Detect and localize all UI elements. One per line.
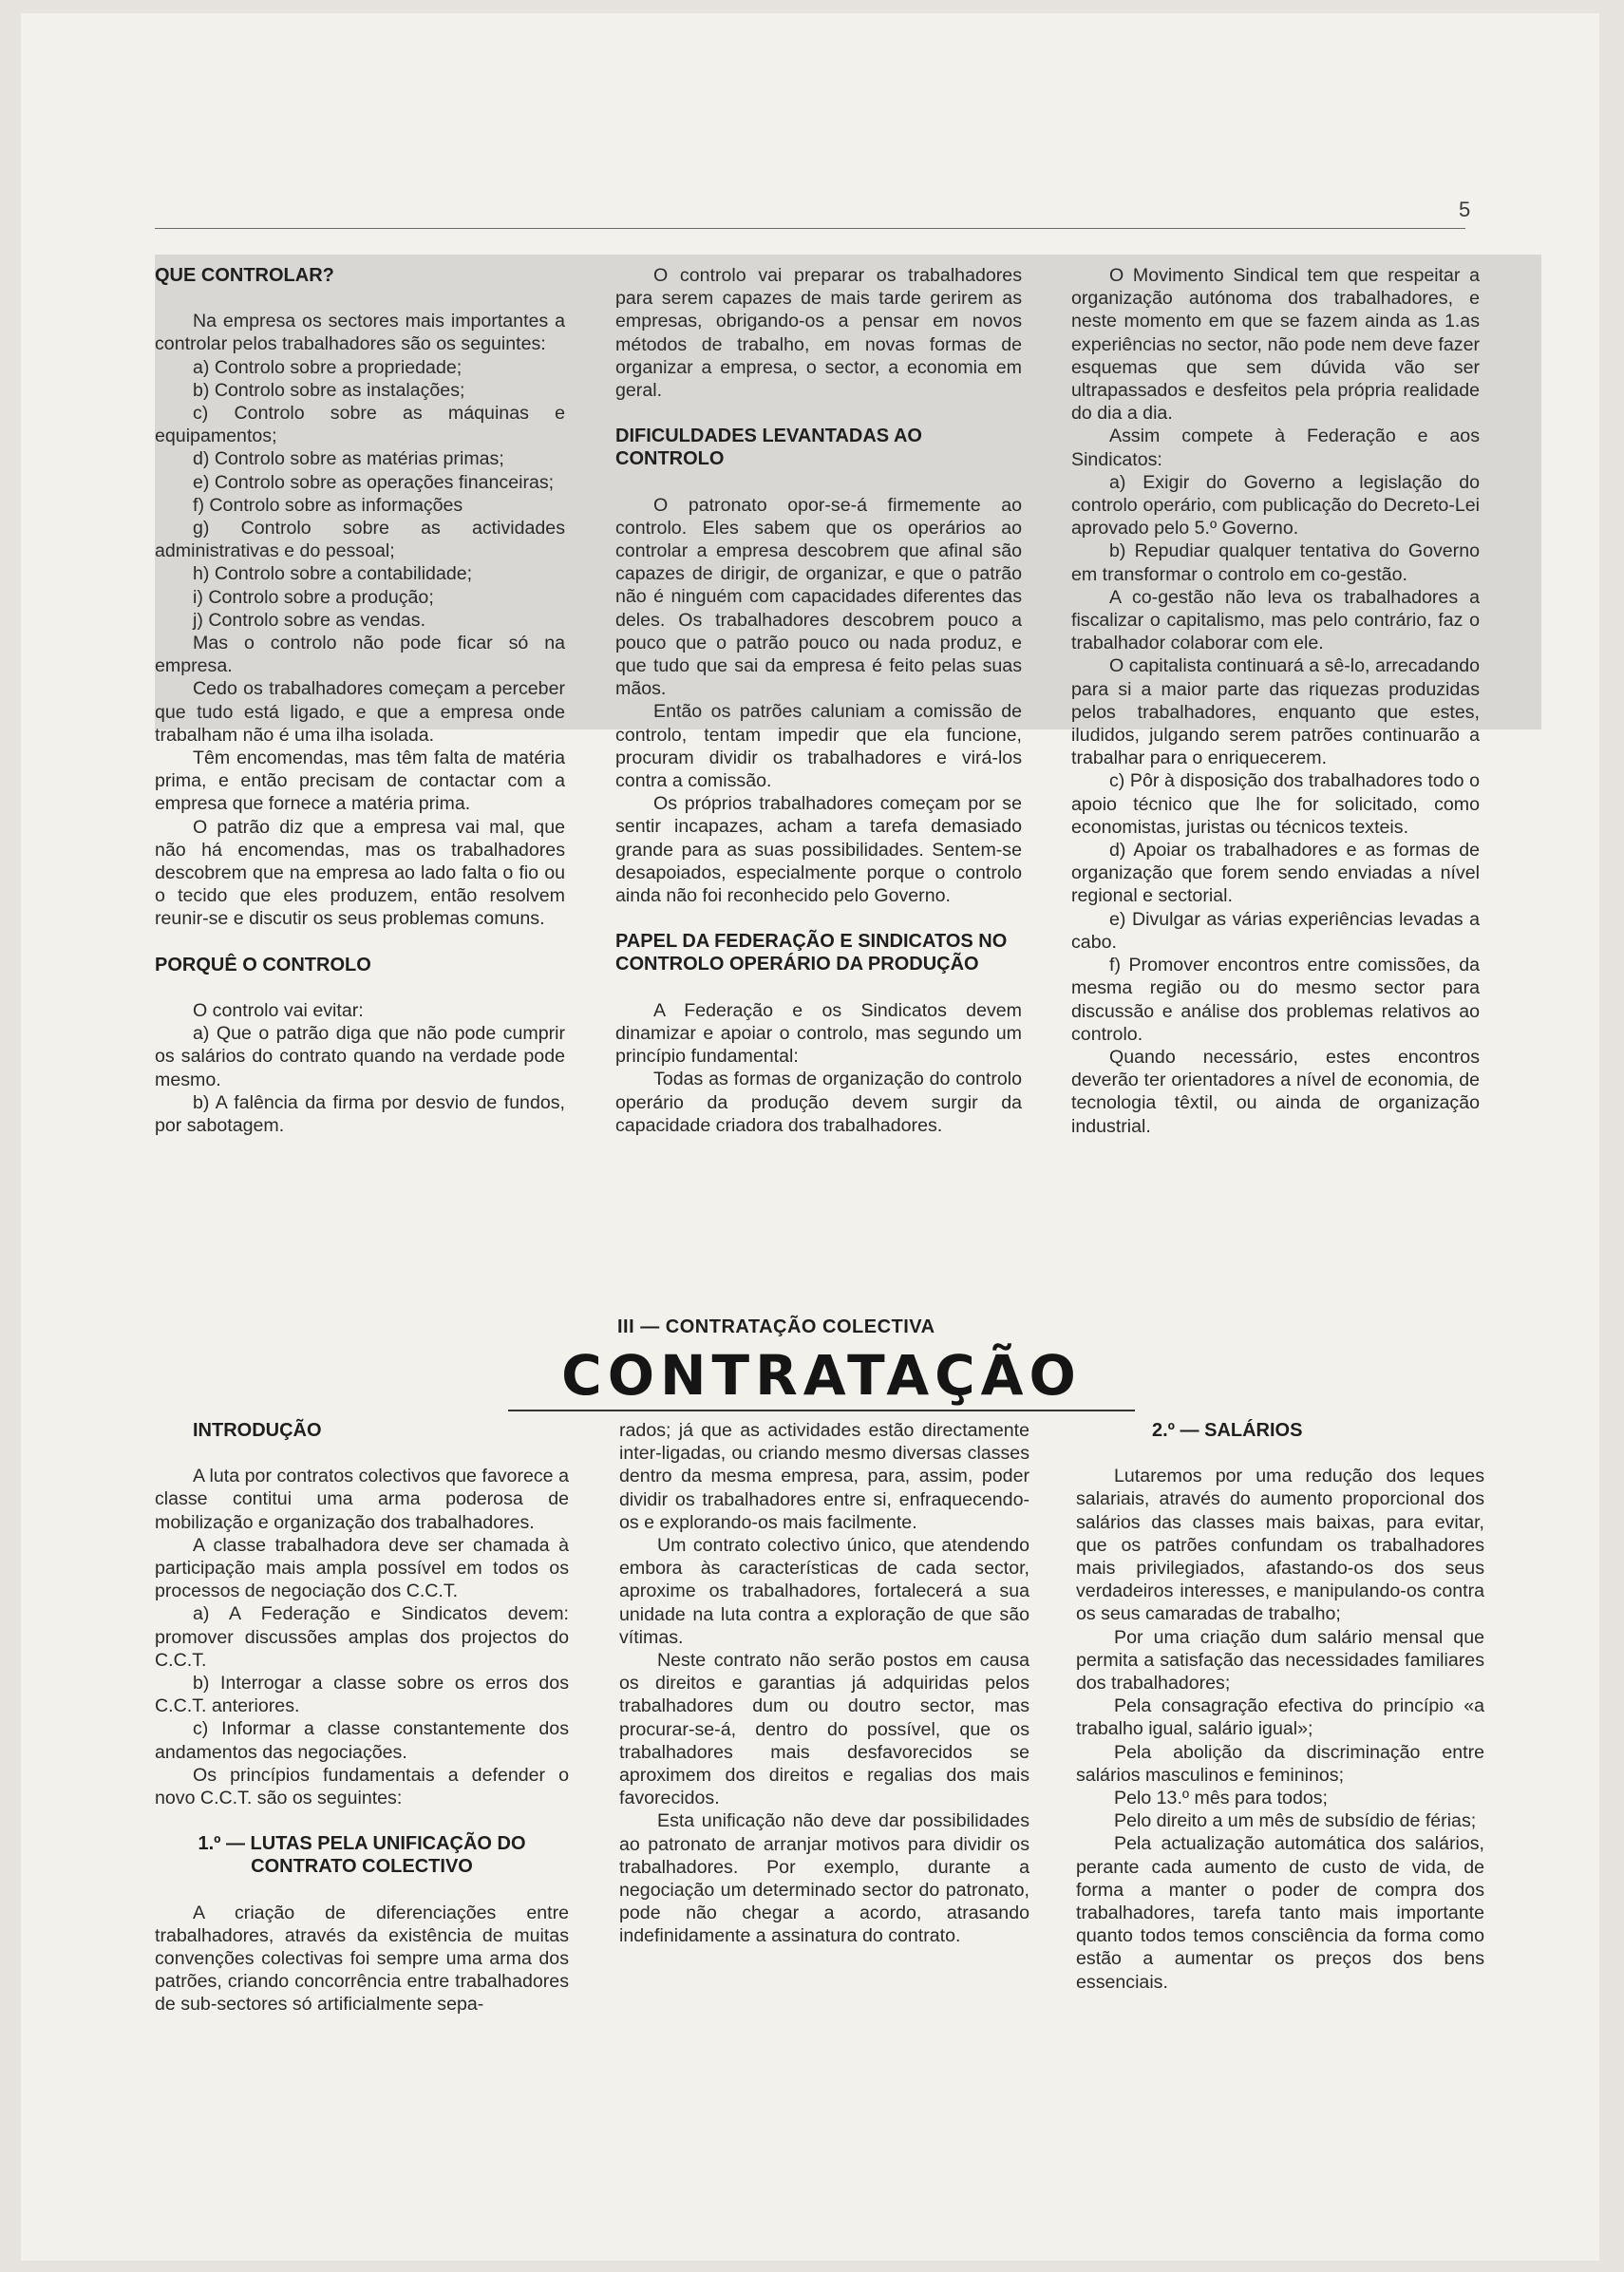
paragraph: Os princípios fundamentais a defender o novo C.C.T. são os seguintes:	[155, 1764, 569, 1809]
list-item: e) Controlo sobre as operações financeiras;	[193, 471, 555, 493]
column-left-top	[155, 264, 565, 1137]
paragraph: A co-gestão não leva os trabalhadores a fiscalizar o capitalismo, mas pelo contrário, faz o trabalhador colaborar com ele.	[1071, 586, 1480, 654]
list-item: a) Que o patrão diga que não pode cumprir os salários do contrato quando na verdade pode mesmo.	[155, 1023, 565, 1090]
heading-dificuldades: DIFICULDADES LEVANTADAS AO CONTROLO	[615, 426, 922, 470]
paragraph: Lutaremos por uma redução dos leques salariais, através do aumento proporcional dos salários das classes mais baixas, para evitar, que os patrões confundam os trabalhadores mais privilegiados, afastando-os dos seus verdadeiros interesses, e manipulando-os contra os seus camaradas de trabalho;	[1076, 1466, 1484, 1625]
paragraph: Os próprios trabalhadores começam por se sentir incapazes, acham a tarefa demasiado grande para as suas possibilidades. Sentem-se desapoiados, especialmente porque o controlo ainda não foi reconhecido pelo Governo.	[615, 793, 1022, 907]
list-item: d) Controlo sobre as matérias primas;	[193, 448, 504, 470]
list-item: b) A falência da firma por desvio de fundos, por sabotagem.	[155, 1091, 565, 1136]
paragraph: Neste contrato não serão postos em causa os direitos e garantias já adquiridas pelos trabalhadores dum ou doutro sector, mas procurar-se-á, dentro do possível, que os trabalhadores mais desfavorecidos se aproximem dos direitos e regalias dos mais favorecidos.	[619, 1650, 1029, 1809]
list-item: f) Controlo sobre as informações	[193, 494, 463, 516]
column-right-bottom	[1076, 1419, 1484, 1994]
list-item: b) Interrogar a classe sobre os erros dos C.C.T. anteriores.	[155, 1673, 569, 1717]
list-item: g) Controlo sobre as actividades administrativas e do pessoal;	[155, 518, 565, 562]
title-rule	[508, 1410, 1135, 1411]
list-item: e) Divulgar as várias experiências levadas a cabo.	[1071, 908, 1480, 953]
paragraph: Na empresa os sectores mais importantes a controlar pelos trabalhadores são os seguintes:	[155, 311, 565, 355]
paragraph: O capitalista continuará a sê-lo, arrecadando para si a maior parte das riquezas produzidas pelos trabalhadores, enquanto que estes, iludidos, julgando serem patrões continuarão a trabalhar para o enriquecerem.	[1071, 655, 1480, 769]
heading-que-controlar: QUE CONTROLAR?	[155, 265, 334, 286]
paragraph: Por uma criação dum salário mensal que permita a satisfação das necessidades familiares dos trabalhadores;	[1076, 1626, 1484, 1695]
paragraph: Assim compete à Federação e aos Sindicatos:	[1071, 426, 1480, 470]
paragraph: Pela consagração efectiva do princípio «a trabalho igual, salário igual»;	[1076, 1695, 1484, 1740]
paragraph: Mas o controlo não pode ficar só na empresa.	[155, 633, 565, 677]
paragraph: A luta por contratos colectivos que favorece a classe contitui uma arma poderosa de mobilização e organização dos trabalhadores.	[155, 1466, 569, 1533]
section-title: CONTRATAÇÃO	[561, 1343, 1082, 1408]
paragraph: Cedo os trabalhadores começam a perceber que tudo está ligado, e que a empresa onde trabalham não é uma ilha isolada.	[155, 678, 565, 746]
paragraph: Pela actualização automática dos salários, perante cada aumento de custo de vida, de forma a manter o poder de compra dos trabalhadores, tarefa tanto mais importante quanto todos temos consciência da forma como estão a aumentar os preços dos bens essenciais.	[1076, 1833, 1484, 1993]
list-item: b) Repudiar qualquer tentativa do Governo em transformar o controlo em co-gestão.	[1071, 540, 1480, 585]
paragraph: O patronato opor-se-á firmemente ao controlo. Eles sabem que os operários ao controlar a empresa descobrem que afinal são capazes de dirigir, de organizar, e que o patrão não é ninguém com capacidades diferentes das deles. Os trabalhadores descobrem pouco a pouco que o patrão pouco ou nada produz, e que tudo que sai da empresa é feito pelas suas mãos.	[615, 494, 1022, 700]
section-label: III — CONTRATAÇÃO COLECTIVA	[617, 1316, 935, 1337]
heading-salarios: 2.º — SALÁRIOS	[1152, 1420, 1303, 1441]
header-rule	[155, 228, 1465, 229]
list-item: c) Informar a classe constantemente dos andamentos das negociações.	[155, 1718, 569, 1763]
paragraph: A criação de diferenciações entre trabalhadores, através da existência de muitas convenções colectivas foi sempre uma arma dos patrões, criando concorrência entre trabalhadores de sub-sectores só artificialmente sepa-	[155, 1902, 569, 2016]
list-item: b) Controlo sobre as instalações;	[193, 379, 465, 401]
list-item: d) Apoiar os trabalhadores e as formas de organização que forem sendo enviadas a nível regional e sectorial.	[1071, 840, 1480, 907]
list-item: i) Controlo sobre a produção;	[193, 586, 434, 608]
paragraph: Esta unificação não deve dar possibilidades ao patronato de arranjar motivos para dividir os trabalhadores. Por exemplo, durante a negociação um determinado sector do patronato, pode não chegar a acordo, atrasando indefinidamente a assinatura do contrato.	[619, 1810, 1029, 1947]
list-item: a) A Federação e Sindicatos devem: promover discussões amplas dos projectos do C.C.T.	[155, 1603, 569, 1671]
column-middle-top	[615, 264, 1022, 1137]
paragraph: Pelo 13.º mês para todos;	[1114, 1788, 1328, 1809]
list-item: a) Exigir do Governo a legislação do controlo operário, com publicação do Decreto-Lei aprovado pelo 5.º Governo.	[1071, 471, 1480, 540]
list-item: f) Promover encontros entre comissões, da mesma região ou do mesmo sector para discussão e análise dos problemas relativos ao controlo.	[1071, 955, 1480, 1045]
paragraph: A classe trabalhadora deve ser chamada à participação mais ampla possível em todos os processos de negociação dos C.C.T.	[155, 1534, 569, 1602]
paragraph: O controlo vai evitar:	[193, 999, 364, 1021]
paragraph: Todas as formas de organização do controlo operário da produção devem surgir da capacidade criadora dos trabalhadores.	[615, 1069, 1022, 1136]
list-item: c) Controlo sobre as máquinas e equipamentos;	[155, 403, 565, 447]
column-right-top	[1071, 264, 1480, 1138]
paragraph: rados; já que as actividades estão directamente inter-ligadas, ou criando mesmo diversas classes dentro da mesma empresa, para, assim, poder dividir os trabalhadores entre si, enfraquecendo-os e explorando-os mais facilmente.	[619, 1420, 1029, 1533]
paragraph: O patrão diz que a empresa vai mal, que não há encomendas, mas os trabalhadores descobrem que na empresa ao lado falta o fio ou o tecido que eles produzem, então resolvem reunir-se e discutir os seus problemas comuns.	[155, 816, 565, 930]
heading-porque-o-controlo: PORQUÊ O CONTROLO	[155, 954, 371, 975]
paragraph: Pelo direito a um mês de subsídio de férias;	[1114, 1810, 1477, 1832]
paragraph: O Movimento Sindical tem que respeitar a organização autónoma dos trabalhadores, e neste momento em que se fazem ainda as 1.as experiências no sector, não pode nem deve fazer esquemas que sem dúvida vão ser ultrapassados e desfeitos pela própria realidade do dia a dia.	[1071, 265, 1480, 425]
page-number: 5	[1459, 198, 1471, 221]
paragraph: O controlo vai preparar os trabalhadores para serem capazes de mais tarde gerirem as empresas, obrigando-os a pensar em novos métodos de trabalho, em novas formas de organizar a empresa, o sector, a economia em geral.	[615, 265, 1022, 402]
list-item: c) Pôr à disposição dos trabalhadores todo o apoio técnico que lhe for solicitado, como economistas, juristas ou técnicos texteis.	[1071, 770, 1480, 838]
list-item: h) Controlo sobre a contabilidade;	[193, 563, 473, 585]
paragraph: Têm encomendas, mas têm falta de matéria prima, e então precisam de contactar com a empresa que fornece a matéria prima.	[155, 748, 565, 815]
heading-lutas-pela-unificacao: 1.º — LUTAS PELA UNIFICAÇÃO DO CONTRATO COLECTIVO	[198, 1833, 526, 1878]
paragraph: Quando necessário, estes encontros deverão ter orientadores a nível de economia, de tecnologia têxtil, ou ainda de organização industrial.	[1071, 1046, 1480, 1137]
paragraph: A Federação e os Sindicatos devem dinamizar e apoiar o controlo, mas segundo um princípio fundamental:	[615, 999, 1022, 1068]
column-middle-bottom	[619, 1419, 1029, 1948]
list-item: j) Controlo sobre as vendas.	[193, 609, 426, 631]
heading-introducao: INTRODUÇÃO	[193, 1420, 322, 1441]
paragraph: Pela abolição da discriminação entre salários masculinos e femininos;	[1076, 1741, 1484, 1786]
paragraph: Um contrato colectivo único, que atendendo embora às características de cada sector, aproxime os trabalhadores, fortalecerá a sua unidade na luta contra a exploração de que são vítimas.	[619, 1535, 1029, 1648]
column-left-bottom	[155, 1419, 569, 2016]
paragraph: Então os patrões caluniam a comissão de controlo, tentam impedir que ela funcione, procuram dividir os trabalhadores e virá-los contra a comissão.	[615, 701, 1022, 792]
heading-papel-da-federacao: PAPEL DA FEDERAÇÃO E SINDICATOS NO CONTROLO OPERÁRIO DA PRODUÇÃO	[615, 931, 1008, 975]
list-item: a) Controlo sobre a propriedade;	[193, 356, 463, 378]
